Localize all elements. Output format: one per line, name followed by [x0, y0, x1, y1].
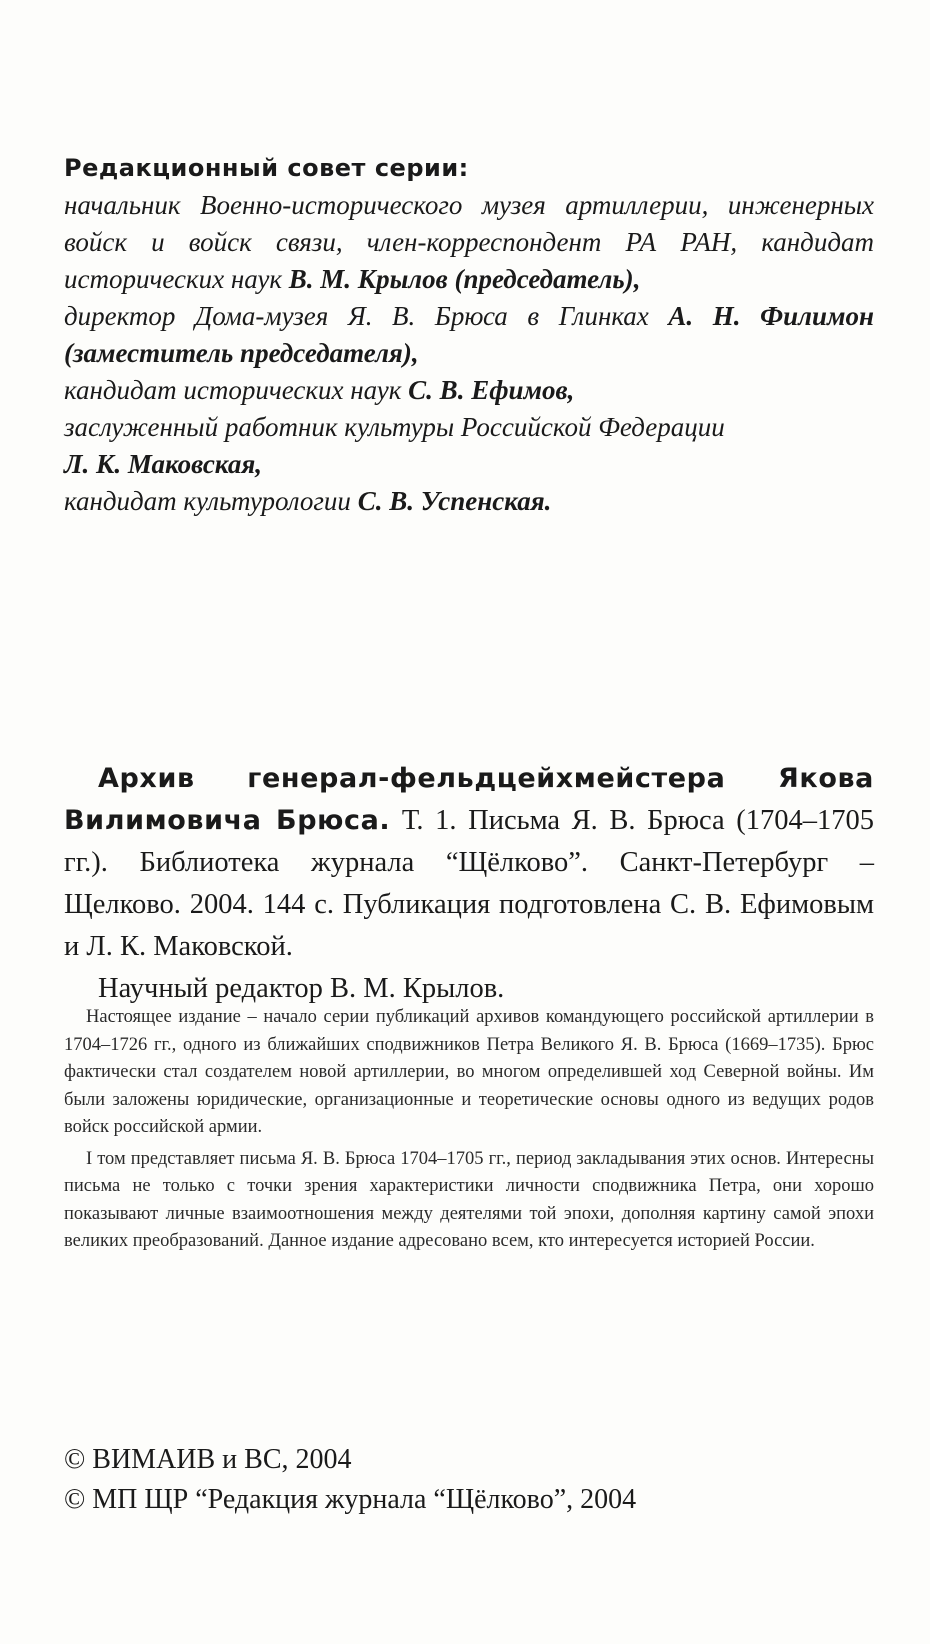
book-title: Архив генерал-фельдцейхмейстера Якова Вилимовича Брюса. [64, 763, 874, 836]
board-member-role: директор Дома-музея Я. В. Брюса в Глинках [64, 301, 649, 331]
board-member-name: С. В. Ефимов [408, 375, 568, 405]
board-member-role: кандидат культурологии [64, 486, 351, 516]
board-member [64, 483, 874, 520]
board-member-name: А. Н. Филимон [668, 301, 874, 331]
board-member [64, 187, 874, 298]
board-member-role: кандидат исторических наук [64, 375, 402, 405]
board-member [64, 372, 874, 409]
board-member [64, 298, 874, 372]
book-description: Т. 1. Письма Я. В. Брюса (1704–1705 гг.). Библиотека журнала “Щёлково”. Санкт-Петербург – Щелково. 2004. 144 с. Публикация подготовлена С. В. Ефимовым и Л. К. Маковской. [64, 805, 875, 962]
board-member [64, 409, 874, 483]
biblio-entry [64, 758, 874, 968]
copyright-block [64, 1440, 874, 1520]
editorial-board [64, 150, 874, 520]
bibliographic-record [64, 758, 874, 1010]
board-member-name: В. М. Крылов [288, 264, 448, 294]
editorial-board-heading: Редакционный совет серии: [64, 154, 469, 182]
board-member-end: , [411, 338, 419, 368]
copyright-line: © МП ЩР “Редакция журнала “Щёлково”, 2004 [64, 1484, 637, 1515]
board-member-name: С. В. Успенская [357, 486, 545, 516]
board-member-end: . [544, 486, 552, 516]
annotation-paragraph: I том представляет письма Я. В. Брюса 1704–1705 гг., период закладывания этих основ. Интересны письма не только с точки зрения характеристики личности сподвижника Петра, они хорошо показывают личные взаимоотношения между деятелями той эпохи, дополняя картину самой эпохи великих преобразований. Данное издание адресовано всем, кто интересуется историей России. [64, 1148, 874, 1251]
board-member-note: (председатель) [454, 264, 634, 294]
scientific-editor: Научный редактор В. М. Крылов. [98, 973, 505, 1004]
annotation [64, 1004, 874, 1256]
board-member-role: заслуженный работник культуры Российской Федерации [64, 412, 725, 442]
board-member-end: , [567, 375, 575, 405]
annotation-paragraph: Настоящее издание – начало серии публикаций архивов командующего российской артиллерии в 1704–1726 гг., одного из ближайших сподвижников Петра Великого Я. В. Брюса (1669–1735). Брюс фактически стал создателем новой артиллерии, во многом определившей ход Северной войны. Им были заложены юридические, организационные и теоретические основы одного из ведущих родов войск российской армии. [64, 1007, 874, 1137]
board-member-end: , [255, 449, 262, 479]
copyright-line: © ВИМАИВ и ВС, 2004 [64, 1444, 352, 1475]
board-member-name: Л. К. Маковская [64, 449, 256, 479]
board-member-role: начальник Военно-исторического музея артиллерии, инженерных войск и войск связи, член-корреспондент РА РАН, кандидат исторических наук [64, 190, 874, 294]
board-member-note: (заместитель председателя) [64, 338, 412, 368]
board-member-end: , [633, 264, 641, 294]
